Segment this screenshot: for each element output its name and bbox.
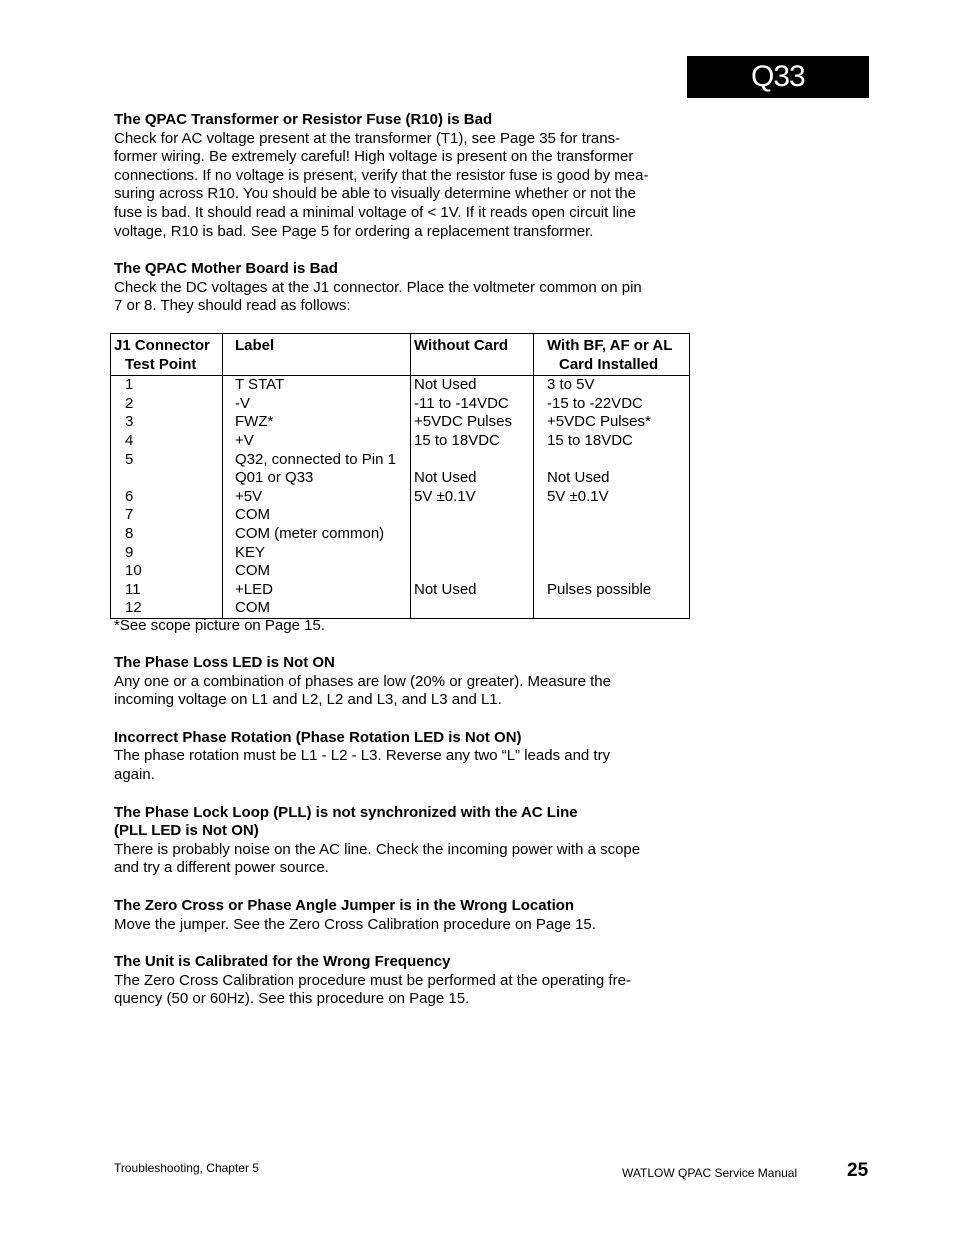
cell-label: +5V [223, 488, 411, 507]
header-line: Card Installed [559, 355, 659, 373]
cell-label: COM [223, 562, 411, 581]
cell-label: T STAT [223, 376, 411, 395]
cell-test-point: 10 [111, 562, 223, 581]
cell-test-point: 9 [111, 544, 223, 563]
table-row [111, 376, 690, 395]
cell-with-card [534, 506, 690, 525]
cell-test-point: 4 [111, 432, 223, 451]
chapter-tab: Q33 [687, 56, 869, 98]
section-heading: Incorrect Phase Rotation (Phase Rotation LED is Not ON) [114, 728, 522, 746]
cell-test-point: 2 [111, 395, 223, 414]
page-number: 25 [847, 1160, 869, 1181]
cell-test-point: 5 [111, 451, 223, 470]
table-row [111, 599, 690, 618]
cell-test-point: 6 [111, 488, 223, 507]
header-line: With BF, AF or AL [547, 337, 673, 354]
section-transformer-fuse [114, 111, 684, 241]
body-line: There is probably noise on the AC line. Check the incoming power with a scope [114, 840, 641, 858]
body-line: and try a different power source. [114, 859, 329, 877]
cell-without-card [411, 451, 534, 470]
table-row [111, 544, 690, 563]
section-mother-board [114, 260, 684, 316]
footer-manual-title: WATLOW QPAC Service Manual [622, 1166, 798, 1180]
cell-without-card: Not Used [411, 376, 534, 395]
section-jumper [114, 897, 684, 934]
table-row [111, 562, 690, 581]
header-without-card [411, 334, 534, 376]
body-line: Check the DC voltages at the J1 connector. Place the voltmeter common on pin [114, 278, 642, 296]
footer-chapter: Troubleshooting, Chapter 5 [114, 1161, 259, 1175]
cell-label: Q01 or Q33 [223, 469, 411, 488]
table-header-row [111, 334, 690, 376]
cell-without-card: 15 to 18VDC [411, 432, 534, 451]
cell-without-card: 5V ±0.1V [411, 488, 534, 507]
body-line: Check for AC voltage present at the transformer (T1), see Page 35 for trans- [114, 129, 621, 147]
header-line: Label [235, 337, 275, 354]
section-phase-loss [114, 654, 684, 710]
cell-test-point: 3 [111, 413, 223, 432]
bottom-sections [114, 654, 684, 1028]
cell-with-card: -15 to -22VDC [534, 395, 690, 414]
header-with-card [534, 334, 690, 376]
body-line: connections. If no voltage is present, verify that the resistor fuse is good by mea- [114, 166, 649, 184]
body-line: Move the jumper. See the Zero Cross Calibration procedure on Page 15. [114, 915, 596, 933]
body-line: again. [114, 765, 155, 783]
cell-label: +LED [223, 581, 411, 600]
cell-test-point: 1 [111, 376, 223, 395]
cell-label: FWZ* [223, 413, 411, 432]
cell-with-card [534, 451, 690, 470]
cell-label: +V [223, 432, 411, 451]
table-footnote: *See scope picture on Page 15. [114, 617, 325, 634]
section-phase-rotation [114, 729, 684, 785]
table-row [111, 451, 690, 470]
header-line: Without Card [414, 337, 509, 354]
cell-with-card: Pulses possible [534, 581, 690, 600]
body-line: quency (50 or 60Hz). See this procedure on Page 15. [114, 990, 470, 1008]
header-line: J1 Connector [114, 337, 210, 354]
cell-without-card [411, 599, 534, 618]
cell-with-card [534, 525, 690, 544]
cell-test-point: 11 [111, 581, 223, 600]
section-heading: The QPAC Mother Board is Bad [114, 260, 338, 278]
section-heading: (PLL LED is Not ON) [114, 822, 259, 840]
cell-with-card: 15 to 18VDC [534, 432, 690, 451]
cell-label: COM [223, 506, 411, 525]
section-heading: The Zero Cross or Phase Angle Jumper is in the Wrong Location [114, 896, 575, 914]
cell-without-card: -11 to -14VDC [411, 395, 534, 414]
section-heading: The Phase Lock Loop (PLL) is not synchronized with the AC Line [114, 803, 578, 821]
cell-test-point: 12 [111, 599, 223, 618]
cell-with-card: 3 to 5V [534, 376, 690, 395]
body-line: incoming voltage on L1 and L2, L2 and L3, and L3 and L1. [114, 691, 502, 709]
table-row [111, 581, 690, 600]
table-row [111, 488, 690, 507]
cell-label: KEY [223, 544, 411, 563]
header-line: Test Point [125, 355, 197, 373]
cell-with-card: +5VDC Pulses* [534, 413, 690, 432]
cell-without-card [411, 544, 534, 563]
cell-test-point [111, 469, 223, 488]
cell-without-card [411, 525, 534, 544]
cell-without-card [411, 562, 534, 581]
cell-label: COM (meter common) [223, 525, 411, 544]
header-test-point [111, 334, 223, 376]
cell-with-card: 5V ±0.1V [534, 488, 690, 507]
body-line: fuse is bad. It should read a minimal voltage of < 1V. If it reads open circuit line [114, 203, 636, 221]
body-line: The Zero Cross Calibration procedure must be performed at the operating fre- [114, 971, 631, 989]
cell-with-card: Not Used [534, 469, 690, 488]
table-row [111, 469, 690, 488]
table-row [111, 525, 690, 544]
cell-with-card [534, 562, 690, 581]
cell-label: Q32, connected to Pin 1 [223, 451, 411, 470]
cell-with-card [534, 544, 690, 563]
section-heading: The Phase Loss LED is Not ON [114, 654, 335, 671]
top-sections [114, 111, 684, 335]
section-pll [114, 804, 684, 878]
cell-without-card [411, 506, 534, 525]
cell-without-card: Not Used [411, 581, 534, 600]
body-line: Any one or a combination of phases are low (20% or greater). Measure the [114, 672, 611, 690]
cell-test-point: 8 [111, 525, 223, 544]
body-line: The phase rotation must be L1 - L2 - L3. Reverse any two “L” leads and try [114, 747, 611, 765]
cell-without-card: Not Used [411, 469, 534, 488]
section-heading: The QPAC Transformer or Resistor Fuse (R10) is Bad [114, 111, 493, 128]
body-line: former wiring. Be extremely careful! High voltage is present on the transformer [114, 148, 634, 166]
j1-voltage-table [110, 333, 690, 619]
cell-label: -V [223, 395, 411, 414]
body-line: voltage, R10 is bad. See Page 5 for ordering a replacement transformer. [114, 222, 594, 240]
cell-label: COM [223, 599, 411, 618]
section-heading: The Unit is Calibrated for the Wrong Frequency [114, 953, 451, 971]
body-line: 7 or 8. They should read as follows: [114, 297, 351, 315]
cell-test-point: 7 [111, 506, 223, 525]
table-row [111, 413, 690, 432]
header-label [223, 334, 411, 376]
section-frequency [114, 953, 684, 1009]
cell-with-card [534, 599, 690, 618]
table-row [111, 395, 690, 414]
table-row [111, 432, 690, 451]
table-row [111, 506, 690, 525]
body-line: suring across R10. You should be able to visually determine whether or not the [114, 185, 636, 203]
cell-without-card: +5VDC Pulses [411, 413, 534, 432]
